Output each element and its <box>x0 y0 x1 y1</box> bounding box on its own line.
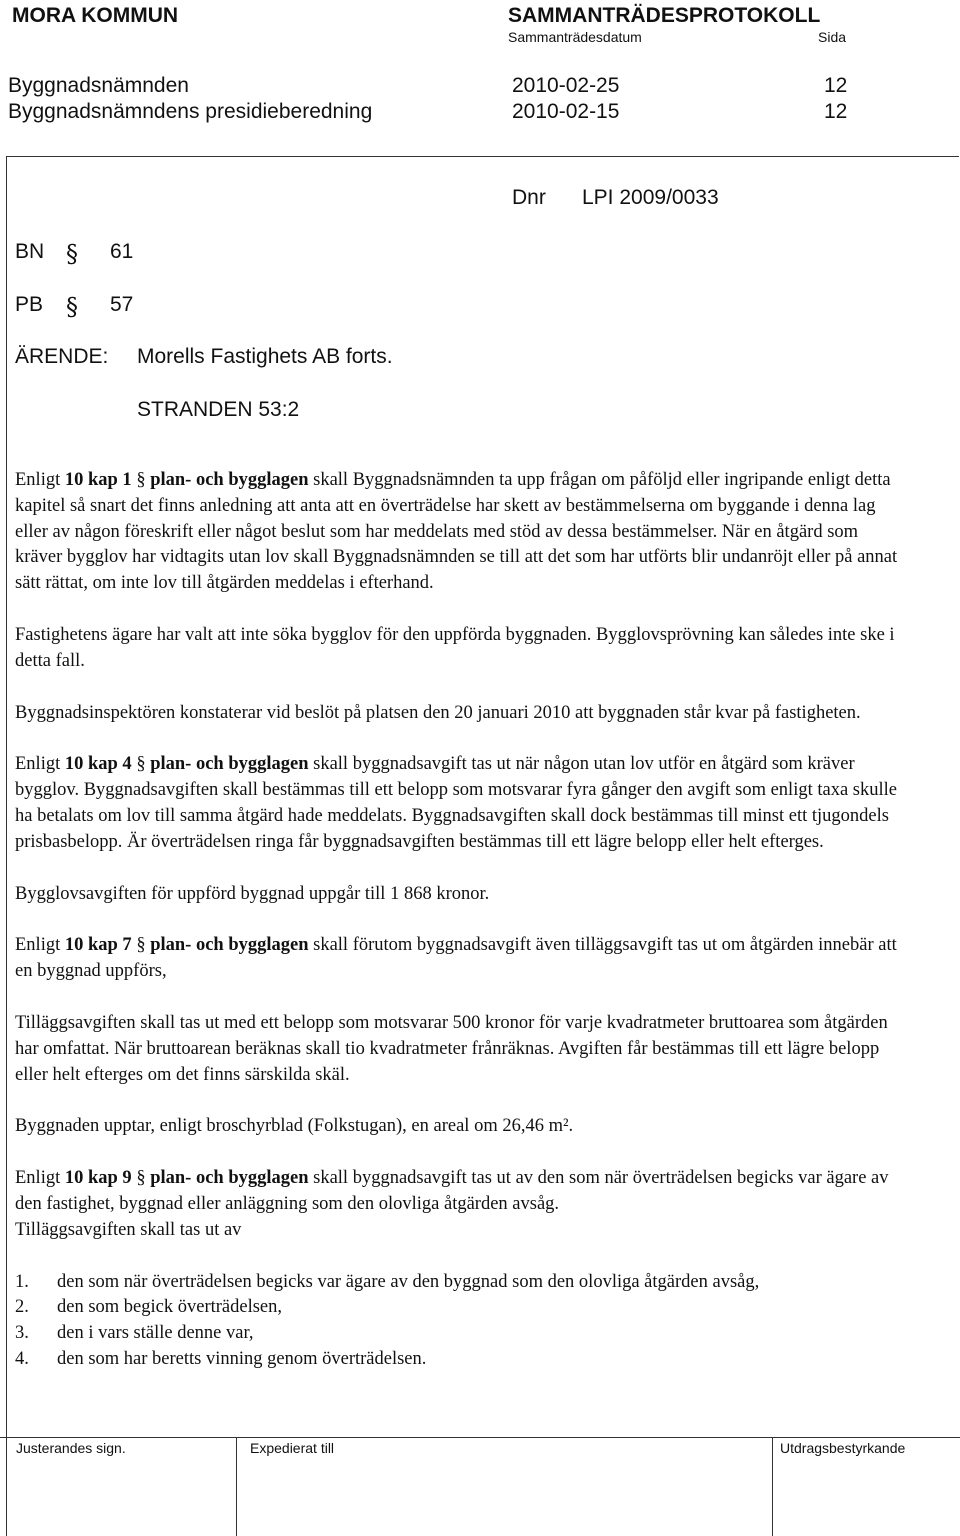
dnr-value: LPI 2009/0033 <box>582 186 719 209</box>
committee-name-1: Byggnadsnämnden <box>8 74 189 97</box>
committee-name-2: Byggnadsnämndens presidieberedning <box>8 100 373 123</box>
p4-law-name: plan- och bygglagen <box>150 754 309 775</box>
footer-cert-label: Utdragsbestyrkande <box>780 1440 906 1456</box>
paragraph-2: Fastighetens ägare har valt att inte söka bygglov för den uppförda byggnaden. Bygglovsprövning kan således inte ske i detta fall. <box>15 624 895 671</box>
list-item-number: 1. <box>15 1271 29 1292</box>
pb-label: PB <box>15 293 44 316</box>
list-item-number: 2. <box>15 1297 29 1318</box>
list-item <box>15 1321 905 1347</box>
list-item-text: den i vars ställe denne var, <box>57 1323 254 1344</box>
paragraph-3: Byggnadsinspektören konstaterar vid beslöt på platsen den 20 januari 2010 att byggnaden står kvar på fastigheten. <box>15 702 861 723</box>
meeting-date-label: Sammanträdesdatum <box>508 29 642 45</box>
footer-cell-border <box>236 1437 237 1536</box>
property-designation: STRANDEN 53:2 <box>137 398 300 421</box>
liable-parties-list <box>15 1270 905 1373</box>
list-item-number: 3. <box>15 1323 29 1344</box>
paragraph-sign-icon: § <box>136 1168 146 1189</box>
document-type: SAMMANTRÄDESPROTOKOLL <box>508 4 821 27</box>
decision-body <box>15 468 905 1373</box>
p1-law-ref: 10 kap 1 <box>64 470 132 490</box>
paragraph-9 <box>15 1166 905 1243</box>
paragraph-4 <box>15 752 905 855</box>
list-item <box>15 1270 905 1296</box>
footer-sent-label: Expedierat till <box>250 1440 335 1456</box>
p6-text: skall förutom byggnadsavgift även tilläggsavgift tas ut om åtgärden innebär att en byggnad uppförs, <box>15 935 897 982</box>
p9-list-intro: Tilläggsavgiften skall tas ut av <box>15 1219 242 1240</box>
p9-law-ref: 10 kap 9 <box>64 1168 132 1189</box>
meeting-date-2: 2010-02-15 <box>512 100 620 123</box>
page-label: Sida <box>818 29 847 45</box>
org-name: MORA KOMMUN <box>12 4 179 27</box>
p4-text: skall byggnadsavgift tas ut när någon utan lov utför en åtgärd som kräver bygglov. Byggnadsavgiften skall bestämmas till ett belopp som motsvarar fyra gånger den avgift som enligt taxa skulle ha betalats om lov till samma åtgärd hade meddelats. Byggnadsavgiften skall dock bestämmas till minst ett tjugondels prisbasbelopp. Är överträdelsen ringa får byggnadsavgiften bestämmas till ett lägre belopp eller helt efterges. <box>15 754 897 852</box>
paragraph-7: Tilläggsavgiften skall tas ut med ett belopp som motsvarar 500 kronor för varje kvadratmeter bruttoarea som åtgärden har omfattat. När bruttoarean beräknas skall tio kvadratmeter frånräknas. Avgiften får bestämmas till ett lägre belopp eller helt efterges om det finns särskilda skäl. <box>15 1012 888 1085</box>
list-item-number: 4. <box>15 1348 29 1369</box>
p9-law-name: plan- och bygglagen <box>150 1168 309 1189</box>
paragraph-5: Bygglovsavgiften för uppförd byggnad uppgår till 1 868 kronor. <box>15 883 490 904</box>
list-item <box>15 1347 905 1373</box>
paragraph-sign-icon: § <box>66 293 78 321</box>
list-item-text: den som har beretts vinning genom överträdelsen. <box>57 1348 427 1369</box>
arende-title: Morells Fastighets AB forts. <box>137 345 393 368</box>
footer-sign-label: Justerandes sign. <box>16 1440 126 1456</box>
page-number-1: 12 <box>824 74 848 97</box>
paragraph-6 <box>15 933 905 985</box>
arende-label: ÄRENDE: <box>15 345 109 368</box>
list-item-text: den som när överträdelsen begicks var ägare av den byggnad som den olovliga åtgärden avsåg, <box>57 1271 760 1292</box>
p4-law-ref: 10 kap 4 <box>64 754 132 775</box>
footer-cell-border <box>772 1437 773 1536</box>
p6-law-name: plan- och bygglagen <box>150 935 309 956</box>
paragraph-sign-icon: § <box>136 754 146 775</box>
footer-cell-border <box>6 1437 7 1536</box>
p1-prefix: Enligt <box>15 470 65 490</box>
page-number-2: 12 <box>824 100 848 123</box>
list-item <box>15 1295 905 1321</box>
pb-number: 57 <box>110 293 134 316</box>
dnr-label: Dnr <box>512 186 546 209</box>
bn-label: BN <box>15 240 45 263</box>
meeting-date-1: 2010-02-25 <box>512 74 620 97</box>
list-item-text: den som begick överträdelsen, <box>57 1297 283 1318</box>
p6-law-ref: 10 kap 7 <box>64 935 132 956</box>
p4-prefix: Enligt <box>15 754 65 775</box>
p9-text: skall byggnadsavgift tas ut av den som när överträdelsen begicks var ägare av den fastighet, byggnad eller anläggning som den olovliga åtgärden avsåg. <box>15 1168 889 1214</box>
paragraph-1 <box>15 468 905 597</box>
paragraph-sign-icon: § <box>136 470 146 490</box>
footer-divider <box>0 1437 960 1438</box>
paragraph-sign-icon: § <box>66 240 78 268</box>
paragraph-sign-icon: § <box>136 935 146 956</box>
p1-text: skall Byggnadsnämnden ta upp frågan om påföljd eller ingripande enligt detta kapitel så snart det finns anledning att anta att en överträdelse har skett av bestämmelserna om byggande i denna lag eller av någon föreskrift eller något beslut som har meddelats med stöd av dessa bestämmelser. När en åtgärd som kräver bygglov har vidtagits utan lov skall Byggnadsnämnden se till att det som har utförts blir undanröjt eller på annat sätt rättat, om inte lov till åtgärden meddelas i efterhand. <box>15 470 898 594</box>
p1-law-name: plan- och bygglagen <box>150 470 309 490</box>
bn-number: 61 <box>110 240 134 263</box>
p9-prefix: Enligt <box>15 1168 65 1189</box>
paragraph-8: Byggnaden upptar, enligt broschyrblad (Folkstugan), en areal om 26,46 m². <box>15 1116 574 1137</box>
p6-prefix: Enligt <box>15 935 65 956</box>
